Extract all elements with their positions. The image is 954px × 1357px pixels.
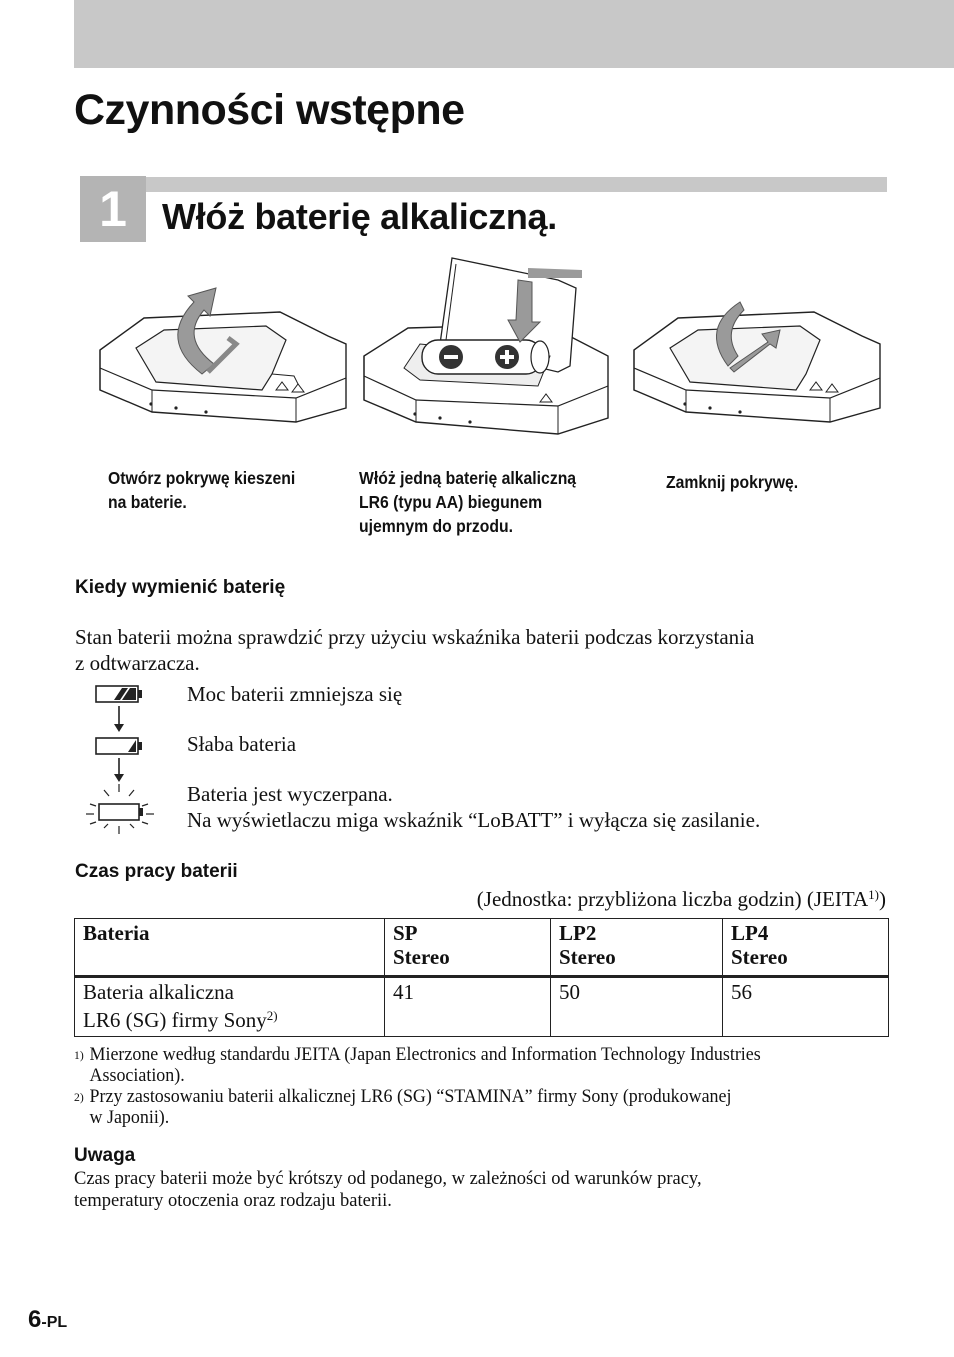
unit-note-text: (Jednostka: przybliżona liczba godzin) (JEITA xyxy=(476,887,869,911)
header-line: Stereo xyxy=(731,945,788,969)
value-sp: 41 xyxy=(385,977,551,1037)
note-line: Czas pracy baterii może być krótszy od podanego, w zależności od warunków pracy, xyxy=(74,1169,702,1189)
battery-empty-blinking-icon xyxy=(86,784,154,834)
note-line: temperatury otoczenia oraz rodzaju baterii. xyxy=(74,1191,392,1211)
page-number-suffix: -PL xyxy=(41,1314,68,1331)
status-line: Moc baterii zmniejsza się xyxy=(187,682,403,706)
battery-intro xyxy=(75,624,754,676)
status-line: Słaba bateria xyxy=(187,732,297,756)
header-line: Stereo xyxy=(393,945,450,969)
header-line: SP xyxy=(393,921,418,945)
header-line: Bateria xyxy=(83,921,150,945)
row-label xyxy=(75,977,385,1037)
note-text xyxy=(74,1168,702,1212)
battery-half-icon xyxy=(96,686,142,702)
runtime-heading: Czas pracy baterii xyxy=(75,861,238,882)
footnote-line: Association). xyxy=(89,1066,185,1086)
footnote-1 xyxy=(74,1045,869,1089)
row-label-line: Bateria alkaliczna xyxy=(83,980,234,1004)
intro-line: z odtwarzacza. xyxy=(75,651,200,675)
status-decreasing xyxy=(187,681,402,707)
caption-insert-battery xyxy=(359,466,576,538)
table-row xyxy=(75,977,889,1037)
header-line: LP2 xyxy=(559,921,597,945)
row-label-line xyxy=(83,1004,376,1032)
caption-close-lid xyxy=(666,470,798,494)
page-number-value: 6 xyxy=(28,1306,42,1333)
battery-low-icon xyxy=(96,738,142,754)
header-lp4 xyxy=(723,919,889,977)
header-lp2 xyxy=(551,919,723,977)
runtime-table xyxy=(74,918,889,1037)
header-sp xyxy=(385,919,551,977)
caption-line: Włóż jedną baterię alkaliczną xyxy=(359,468,577,488)
battery-indicator-sequence xyxy=(84,680,156,840)
step-number: 1 xyxy=(80,176,146,242)
footnote-line: Przy zastosowaniu baterii alkalicznej LR6 (SG) “STAMINA” firmy Sony (produkowanej xyxy=(89,1087,732,1107)
header-battery xyxy=(75,919,385,977)
caption-line: Zamknij pokrywę. xyxy=(666,472,799,492)
caption-line: ujemnym do przodu. xyxy=(359,516,514,536)
value-lp4: 56 xyxy=(723,977,889,1037)
caption-line: LR6 (typu AA) biegunem xyxy=(359,492,543,512)
footnote-body xyxy=(90,1087,732,1129)
header-line: Stereo xyxy=(559,945,616,969)
footnote-line: w Japonii). xyxy=(89,1108,170,1128)
header-line: LP4 xyxy=(731,921,769,945)
unit-note xyxy=(477,887,886,912)
row-label-text: LR6 (SG) firmy Sony xyxy=(83,1008,267,1032)
footnote-line: Mierzone według standardu JEITA (Japan Electronics and Information Technology Industries xyxy=(89,1045,761,1065)
close-lid-illustration xyxy=(630,282,884,430)
footnote-mark: 1) xyxy=(74,1048,84,1062)
footnote-mark: 2) xyxy=(74,1090,84,1104)
status-line: Na wyświetlaczu miga wskaźnik “LoBATT” i wyłącza się zasilanie. xyxy=(187,808,761,832)
status-line: Bateria jest wyczerpana. xyxy=(187,782,393,806)
footnote-body xyxy=(90,1045,761,1087)
table-header-row xyxy=(75,919,889,977)
page-number xyxy=(28,1306,67,1334)
caption-open-lid xyxy=(108,466,295,514)
intro-line: Stan baterii można sprawdzić przy użyciu wskaźnika baterii podczas korzystania xyxy=(75,625,755,649)
insert-battery-illustration xyxy=(360,256,614,438)
caption-line: na baterie. xyxy=(108,492,187,512)
unit-note-end: ) xyxy=(879,887,886,911)
row-label-sup: 2) xyxy=(266,1008,278,1023)
unit-note-sup: 1) xyxy=(868,887,879,902)
header-band xyxy=(74,0,954,68)
note-heading: Uwaga xyxy=(74,1145,136,1166)
page-title: Czynności wstępne xyxy=(74,86,465,134)
footnote-2 xyxy=(74,1087,869,1131)
battery-replace-heading: Kiedy wymienić baterię xyxy=(75,577,286,598)
step-bar xyxy=(146,177,887,192)
value-lp2: 50 xyxy=(551,977,723,1037)
caption-line: Otwórz pokrywę kieszeni xyxy=(108,468,296,488)
status-low xyxy=(187,731,296,757)
open-lid-illustration xyxy=(96,278,350,428)
status-empty xyxy=(187,781,760,833)
step-title: Włóż baterię alkaliczną. xyxy=(162,196,557,237)
